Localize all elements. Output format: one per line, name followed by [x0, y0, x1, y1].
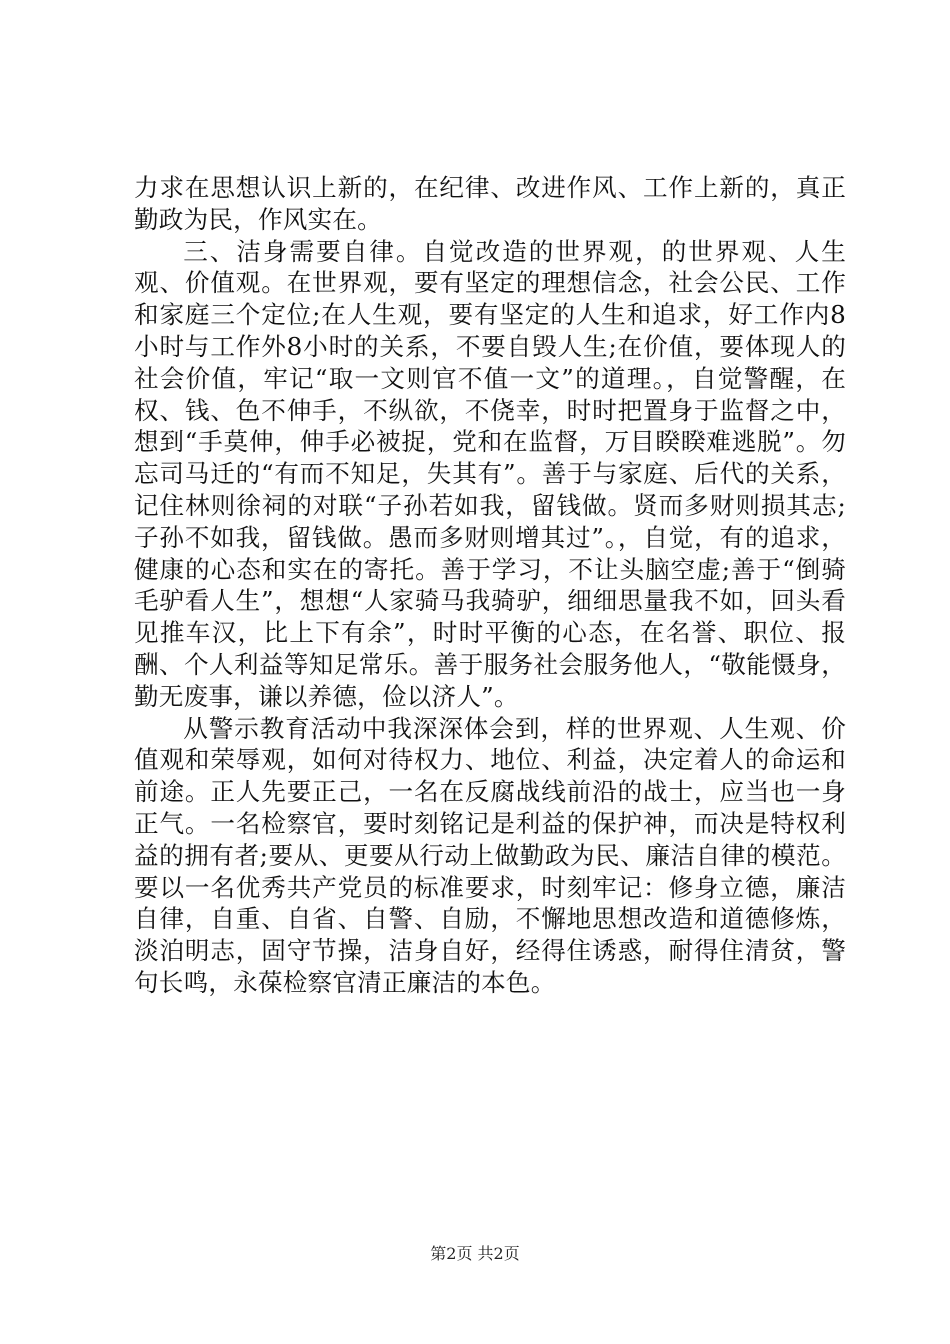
- page-number-footer: 第2页 共2页: [430, 1244, 520, 1263]
- paragraph-conclusion: 从警示教育活动中我深深体会到，样的世界观、人生观、价值观和荣辱观，如何对待权力、地位、利益，决定着人的命运和前途。正人先要正己，一名在反腐战线前沿的战士，应当也一身正气。一名检察官，要时刻铭记是利益的保护神，而决是特权利益的拥有者;要从、更要从行动上做勤政为民、廉洁自律的模范。要以一名优秀共产党员的标准要求，时刻牢记：修身立德，廉洁自律，自重、自省、自警、自励，不懈地思想改造和道德修炼，淡泊明志，固守节操，洁身自好，经得住诱惑，耐得住清贫，警句长鸣，永葆检察官清正廉洁的本色。: [134, 713, 846, 997]
- paragraph-continuation: 力求在思想认识上新的，在纪律、改进作风、工作上新的，真正勤政为民，作风实在。: [134, 173, 846, 234]
- paragraph-self-discipline: 三、洁身需要自律。自觉改造的世界观，的世界观、人生观、价值观。在世界观，要有坚定的理想信念，社会公民、工作和家庭三个定位;在人生观，要有坚定的人生和追求，好工作内8小时与工作外8小时的关系，不要自毁人生;在价值，要体现人的社会价值，牢记“取一文则官不值一文”的道理。，自觉警醒，在权、钱、色不伸手，不纵欲，不侥幸，时时把置身于监督之中，想到“手莫伸，伸手必被捉，党和在监督，万目睽睽难逃脱”。勿忘司马迁的“有而不知足，失其有”。善于与家庭、后代的关系，记住林则徐祠的对联“子孙若如我，留钱做。贤而多财则损其志;子孙不如我，留钱做。愚而多财则增其过”。，自觉，有的追求，健康的心态和实在的寄托。善于学习，不让头脑空虚;善于“倒骑毛驴看人生”，想想“人家骑马我骑驴，细细思量我不如，回头看见推车汉，比上下有余”，时时平衡的心态，在名誉、职位、报酬、个人利益等知足常乐。善于服务社会服务他人，“敬能慑身，勤无废事，谦以养德，俭以济人”。: [134, 236, 846, 711]
- document-body: [134, 172, 846, 999]
